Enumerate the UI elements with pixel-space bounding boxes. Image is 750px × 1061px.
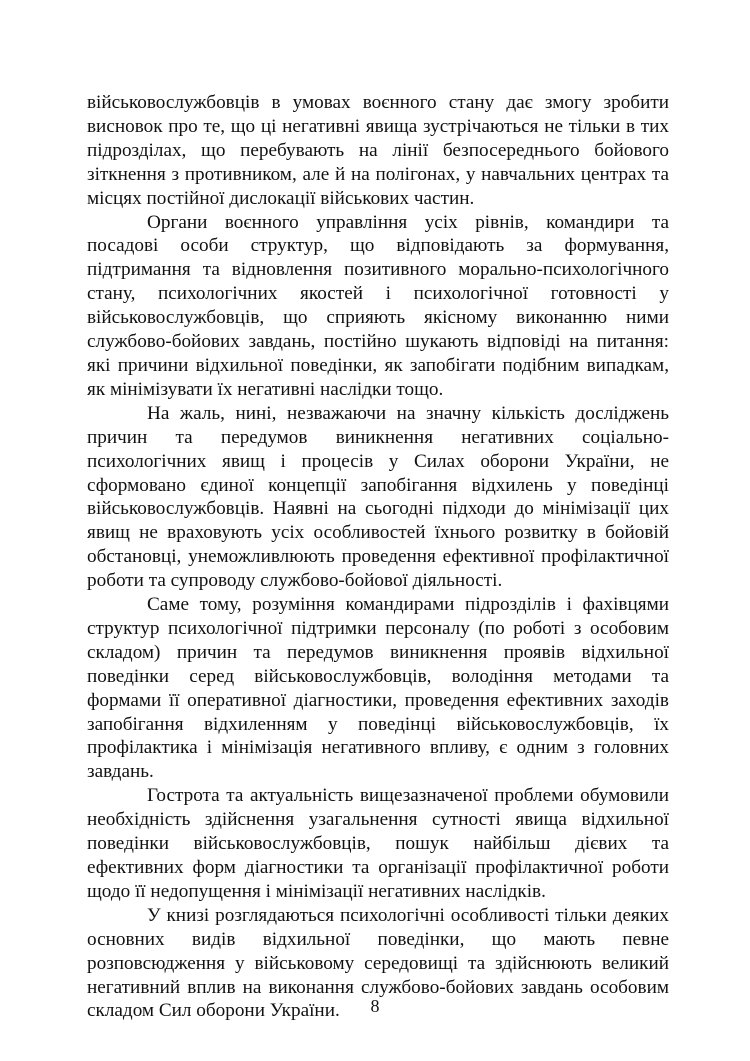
page-number: 8: [370, 996, 380, 1016]
paragraph-no-unified-concept: На жаль, нині, незважаючи на значну кількість досліджень причин та передумов виникнення негативних соціально-психологічних явищ і процесів у Силах оборони України, не сформовано єдиної концепції запобігання відхилень у поведінці військовослужбовців. Наявні на сьогодні підходи до мінімізації цих явищ не враховують усіх особливостей їхнього розвитку в бойовій обстановці, унеможливлюють проведення ефективної профілактичної роботи та супроводу службово-бойової діяльності.: [87, 402, 669, 592]
paragraph-continuation: військовослужбовців в умовах воєнного стану дає змогу зробити висновок про те, що ці негативні явища зустрічаються не тільки в тих підрозділах, що перебувають на лінії безпосереднього бойового зіткнення з противником, але й на полігонах, у навчальних центрах та місцях постійної дислокації військових частин.: [87, 92, 669, 209]
paragraph-urgency-of-problem: Гострота та актуальність вищезазначеної проблеми обумовили необхідність здійснення узагальнення сутності явища відхильної поведінки військовослужбовців, пошук найбільш дієвих та ефективних форм діагностики та організації профілактичної роботи щодо її недопущення і мінімізації негативних наслідків.: [87, 785, 669, 902]
main-text: [87, 91, 669, 1023]
paragraph-book-scope: У книзі розглядаються психологічні особливості тільки деяких основних видів відхильної поведінки, що мають певне розповсюдження у військовому середовищі та здійснюють великий негативний вплив на виконання службово-бойових завдань особовим складом Сил оборони України.: [87, 904, 669, 1022]
paragraph-governance-bodies: Органи воєнного управління усіх рівнів, командири та посадові особи структур, що відповідають за формування, підтримання та відновлення позитивного морально-психологічного стану, психологічних якостей і психологічної готовності у військовослужбовців, що сприяють якісному виконанню ними службово-бойових завдань, постійно шукають відповіді на питання: які причини відхильної поведінки, як запобігати подібним випадкам, як мінімізувати їх негативні наслідки тощо.: [87, 211, 669, 400]
paragraph-understanding-by-commanders: Саме тому, розуміння командирами підрозділів і фахівцями структур психологічної підтримки персоналу (по роботі з особовим складом) причин та передумов виникнення проявів відхильної поведінки серед військовослужбовців, володіння методами та формами її оперативної діагностики, проведення ефективних заходів запобігання відхиленням у поведінці військовослужбовців, їх профілактика і мінімізація негативного впливу, є одним з головних завдань.: [87, 594, 669, 783]
